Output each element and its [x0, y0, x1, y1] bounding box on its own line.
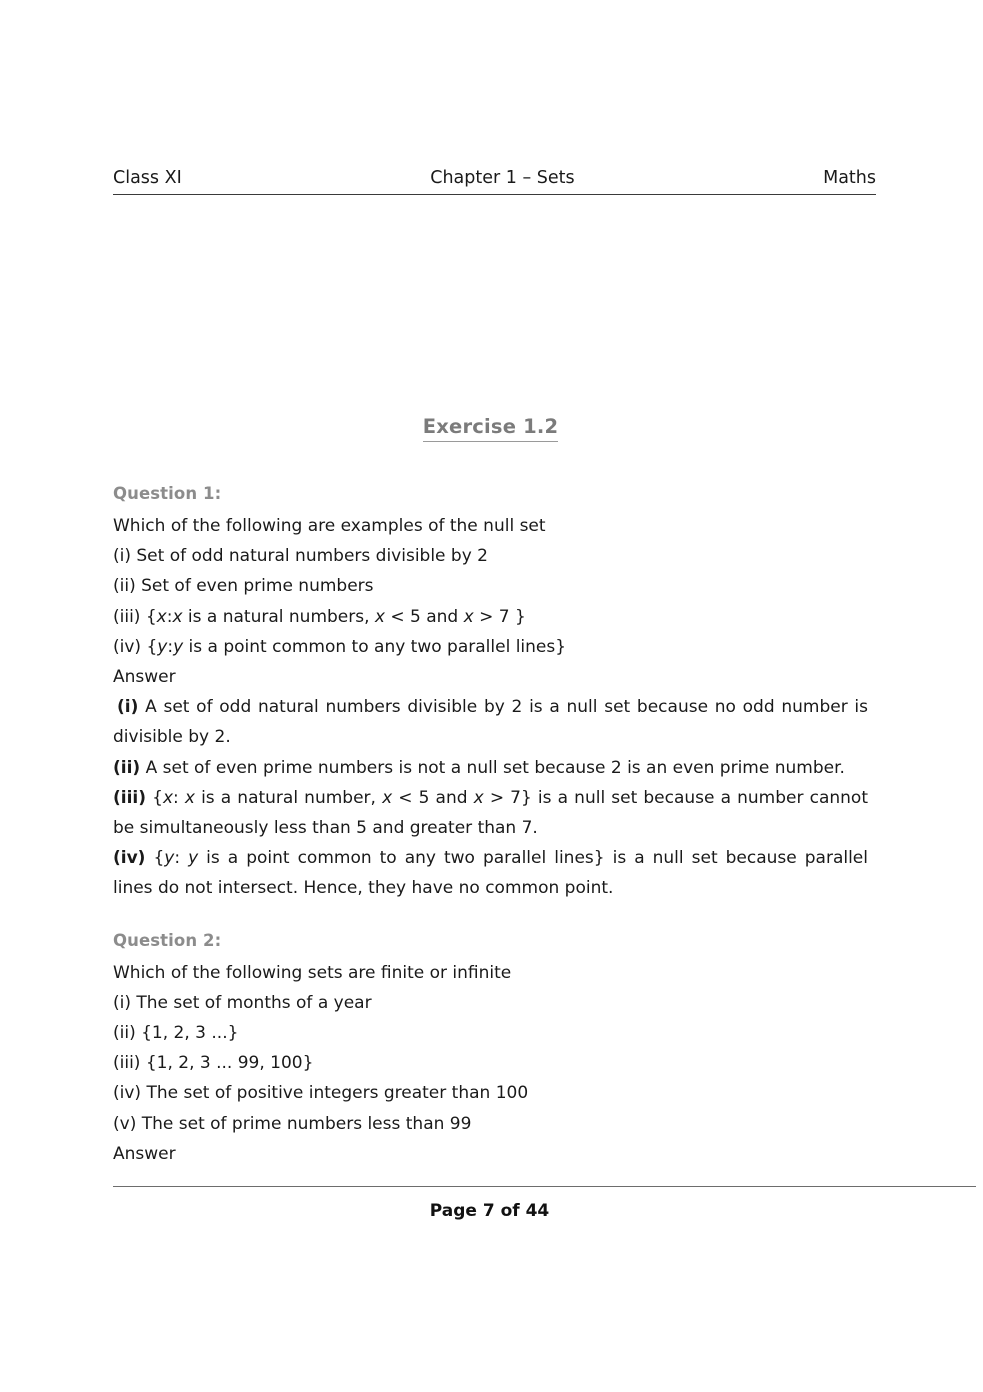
question-2-block [113, 931, 868, 1169]
question-2-answer-label: Answer [113, 1143, 176, 1164]
answer-text-i: A set of odd natural numbers divisible by 2 is a null set because no odd number is divisible by 2. [113, 697, 869, 748]
question-1-item-iii: (iii) {x:x is a natural numbers, x < 5 and x > 7 } [113, 606, 526, 627]
question-2-heading: Question 2: [113, 930, 222, 950]
footer-divider [113, 1186, 976, 1187]
exercise-title [113, 415, 868, 438]
question-2-item-i: (i) The set of months of a year [113, 992, 372, 1013]
question-2-item-v: (v) The set of prime numbers less than 99 [113, 1113, 472, 1134]
page-number: Page 7 of 44 [429, 1201, 550, 1221]
document-header [113, 168, 876, 195]
answer-marker-ii: (ii) [113, 757, 141, 778]
question-1-item-ii: (ii) Set of even prime numbers [113, 576, 374, 597]
question-1-heading: Question 1: [113, 484, 222, 503]
question-1-answer-label: Answer [113, 667, 176, 688]
question-1-answer-ii [113, 753, 868, 783]
question-1-answer-i [113, 692, 868, 752]
question-1-block [113, 484, 868, 904]
section-spacer [113, 904, 868, 931]
question-1-prompt: Which of the following are examples of the null set [113, 516, 546, 536]
exercise-title-text: Exercise 1.2 [423, 415, 559, 442]
question-1-item-i: (i) Set of odd natural numbers divisible by 2 [113, 546, 488, 567]
question-1-answer-iii: (iii) {x: x is a natural number, x < 5 and x > 7} is a null set because a number cannot be simultaneously less than 5 and greater than 7. [113, 787, 868, 839]
question-2-item-iv: (iv) The set of positive integers greater than 100 [113, 1083, 529, 1104]
question-2-item-ii: (ii) {1, 2, 3 ...} [113, 1023, 239, 1044]
answer-marker-i: (i) [117, 697, 139, 718]
header-chapter-title: Chapter 1 – Sets [430, 168, 575, 188]
question-1-item-iv: (iv) {y:y is a point common to any two parallel lines} [113, 636, 567, 657]
answer-marker-iii: (iii) [113, 787, 147, 808]
question-1-answer-iv: (iv) {y: y is a point common to any two parallel lines} is a null set because parallel lines do not intersect. Hence, they have no common point. [113, 848, 868, 899]
answer-text-ii: A set of even prime numbers is not a null set because 2 is an even prime number. [145, 757, 845, 778]
question-2-prompt: Which of the following sets are finite or infinite [113, 962, 512, 983]
document-footer [113, 1186, 976, 1221]
header-class-label: Class XI [113, 168, 182, 188]
document-body [113, 415, 868, 1169]
header-subject-label: Maths [823, 168, 876, 188]
answer-marker-iv: (iv) [113, 848, 146, 869]
question-2-item-iii: (iii) {1, 2, 3 ... 99, 100} [113, 1053, 314, 1074]
